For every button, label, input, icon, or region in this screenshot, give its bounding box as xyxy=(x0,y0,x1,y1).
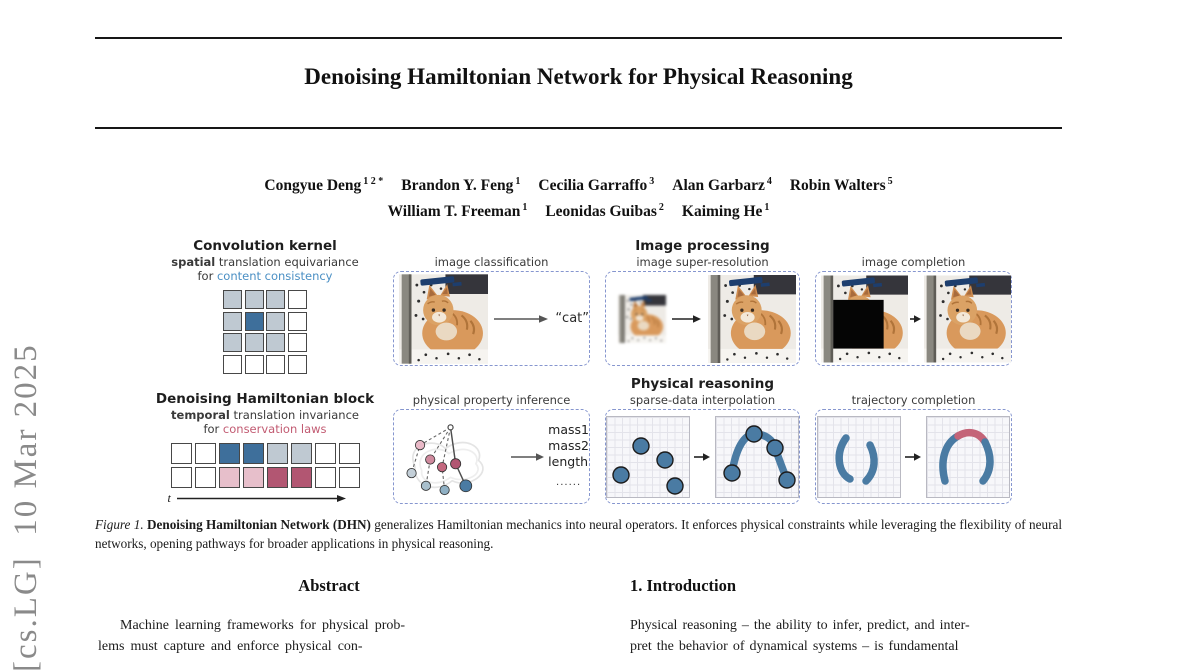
completed-cat-photo xyxy=(924,274,1011,364)
interpolated-curve-grid xyxy=(715,416,799,498)
grid-cell xyxy=(266,355,285,374)
grid-cell xyxy=(291,443,312,464)
author: Brandon Y. Feng $^1$ xyxy=(401,176,521,195)
abstract-heading: Abstract xyxy=(298,576,360,595)
grid-cell xyxy=(339,467,360,488)
grid-cell xyxy=(243,443,264,464)
author: Kaiming He $^1$ xyxy=(681,202,770,221)
grid-cell xyxy=(288,355,307,374)
grid-cell xyxy=(288,333,307,352)
grid-cell xyxy=(245,290,264,309)
completed-trajectory-grid xyxy=(926,416,1010,498)
author-line-1 xyxy=(95,171,1062,197)
author-list xyxy=(95,171,1062,223)
introduction-text-line1: Physical reasoning – the ability to infer, predict, and inter- xyxy=(630,618,970,633)
grid-cell xyxy=(245,333,264,352)
image-processing-header: Image processing xyxy=(635,238,770,254)
grid-cell xyxy=(219,467,240,488)
panel-image-classification xyxy=(393,238,590,366)
grid-cell xyxy=(266,333,285,352)
time-axis xyxy=(168,491,363,506)
grid-cell xyxy=(339,443,360,464)
arxiv-stamp: [cs.LG] 10 Mar 2025 xyxy=(8,343,44,672)
masked-cat-photo xyxy=(821,274,908,364)
convolution-kernel-subtitle: spatial translation equivariance xyxy=(171,255,359,269)
cat-photo xyxy=(399,274,488,364)
low-res-cat-photo xyxy=(618,295,666,343)
dhn-block-for-line: for conservation laws xyxy=(203,421,327,436)
author: Robin Walters $^5$ xyxy=(789,176,893,195)
header-rule-top xyxy=(95,37,1062,39)
grid-cell xyxy=(267,443,288,464)
author: Cecilia Garraffo $^3$ xyxy=(538,176,655,195)
grid-cell xyxy=(171,443,192,464)
panel-trajectory-completion xyxy=(815,376,1012,504)
dhn-block-subtitle: temporal translation invariance xyxy=(171,407,359,422)
inference-arrow xyxy=(511,452,545,462)
grid-cell xyxy=(171,467,192,488)
grid-cell xyxy=(223,333,242,352)
figure1-left-diagram xyxy=(112,238,418,506)
author: William T. Freeman $^1$ xyxy=(387,202,528,221)
grid-cell xyxy=(291,467,312,488)
panel-image-completion xyxy=(815,238,1012,366)
grid-cell xyxy=(245,355,264,374)
super-resolution-label: image super-resolution xyxy=(636,255,769,269)
convolution-grid xyxy=(223,290,307,374)
panel-super-resolution xyxy=(605,238,800,366)
image-classification-label: image classification xyxy=(434,255,549,269)
dhn-block-title: Denoising Hamiltonian block xyxy=(155,390,375,407)
abstract-text-line1: Machine learning frameworks for physical prob- xyxy=(120,618,406,633)
grid-cell xyxy=(267,467,288,488)
time-axis-label: t xyxy=(167,490,171,505)
grid-cell xyxy=(288,290,307,309)
interpolation-arrow xyxy=(694,452,711,462)
sparse-interpolation-label: sparse-data interpolation xyxy=(629,393,776,407)
author: Leonidas Guibas $^2$ xyxy=(545,202,664,221)
image-completion-label: image completion xyxy=(861,255,966,269)
dhn-grid xyxy=(171,443,360,488)
inference-outputs: mass1 mass2 length ...... xyxy=(548,422,589,488)
partial-trajectory-grid xyxy=(817,416,901,498)
grid-cell xyxy=(195,467,216,488)
grid-cell xyxy=(223,355,242,374)
author: Congyue Deng $^{1 2 *}$ xyxy=(264,176,384,195)
physical-reasoning-header: Physical reasoning xyxy=(630,376,775,392)
grid-cell xyxy=(266,290,285,309)
grid-cell xyxy=(223,312,242,331)
author-line-2 xyxy=(95,197,1062,223)
classification-arrow xyxy=(494,314,549,324)
grid-cell xyxy=(219,443,240,464)
grid-cell xyxy=(266,312,285,331)
figure1-caption: Figure 1. Denoising Hamiltonian Network (DHN) generalizes Hamiltonian mechanics into neural operators. It enforces physical constraints while leveraging the flexibility of neural networks, opening pathways for broader applications in physical reasoning. xyxy=(95,517,1062,551)
figure-number: Figure 1. xyxy=(95,517,144,532)
super-resolution-arrow xyxy=(672,314,702,324)
sparse-points-grid xyxy=(606,416,690,498)
pendulum-diagram xyxy=(398,414,508,500)
paper-title: Denoising Hamiltonian Network for Physical Reasoning xyxy=(304,64,853,89)
high-res-cat-photo xyxy=(708,275,796,363)
abstract-text-line2: lems must capture and enforce physical con- xyxy=(98,639,363,654)
time-axis-arrow xyxy=(177,494,347,503)
panel-sparse-interpolation xyxy=(605,376,800,504)
introduction-text-line2: pret the behavior of dynamical systems – is fundamental xyxy=(630,639,959,654)
convolution-kernel-for-line: for content consistency xyxy=(197,269,333,283)
completion-arrow xyxy=(910,314,922,324)
classification-output-label: “cat” xyxy=(555,311,589,326)
introduction-heading: 1. Introduction xyxy=(630,576,737,595)
grid-cell xyxy=(245,312,264,331)
dhn-block-section xyxy=(112,391,418,506)
author: Alan Garbarz $^4$ xyxy=(672,176,772,195)
trajectory-completion-label: trajectory completion xyxy=(851,393,976,407)
trajectory-arrow xyxy=(905,452,922,462)
grid-cell xyxy=(195,443,216,464)
panel-property-inference xyxy=(393,376,590,504)
grid-cell xyxy=(288,312,307,331)
grid-cell xyxy=(315,443,336,464)
header-rule-bottom xyxy=(95,127,1062,129)
grid-cell xyxy=(315,467,336,488)
convolution-kernel-title: Convolution kernel xyxy=(193,238,337,254)
grid-cell xyxy=(243,467,264,488)
grid-cell xyxy=(223,290,242,309)
property-inference-label: physical property inference xyxy=(412,393,571,407)
